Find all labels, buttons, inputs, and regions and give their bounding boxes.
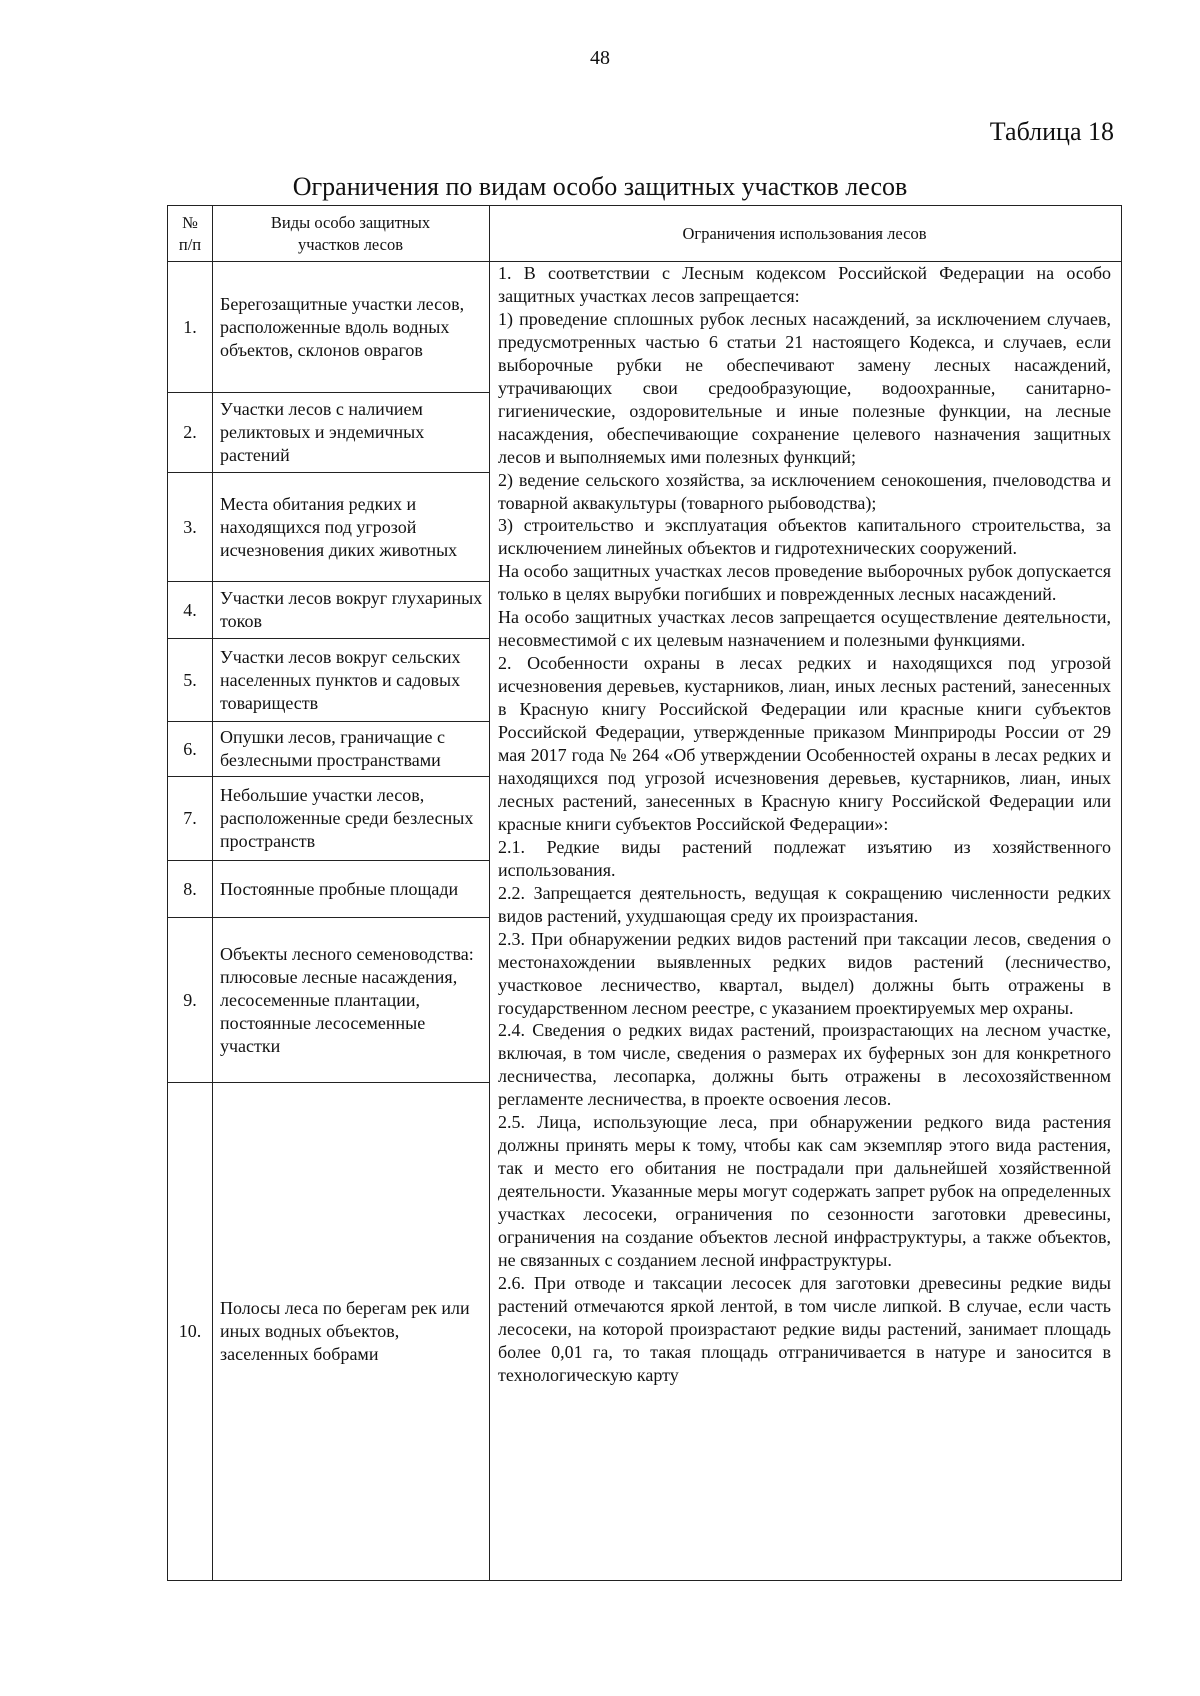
restrictions-table [167, 205, 1122, 1581]
table-row [168, 392, 490, 472]
row-number: 6. [183, 738, 197, 759]
row-kind: Участки лесов вокруг глухариных токов [220, 588, 483, 631]
row-number: 2. [183, 422, 197, 442]
restriction-paragraph: 2.4. Сведения о редких видах растений, произрастающих на лесном участке, включая, в том числе, сведения о размерах их буферных зон для конкретного лесничества, лесопарка, должны быть отражены в лесохозяйственном регламенте лесничества, в проекте освоения лесов. [498, 1020, 1111, 1110]
page-number: 48 [590, 47, 610, 69]
restriction-paragraph: 2.3. При обнаружении редких видов растений при таксации лесов, сведения о местонахождении выявленных редких видов растений (лесничество, участковое лесничество, квартал, выдел) должны быть отражены в государственном лесном реестре, с указанием проектируемых мер охраны. [498, 928, 1111, 1018]
restriction-paragraph: 2) ведение сельского хозяйства, за исключением сенокошения, пчеловодства и товарной аквакультуры (товарного рыбоводства); [498, 469, 1111, 513]
restriction-paragraph: 2. Особенности охраны в лесах редких и находящихся под угрозой исчезновения деревьев, кустарников, лиан, иных лесных растений, занесенных в Красную книгу Российской Федерации или красные книги субъектов Российской Федерации, утвержденные приказом Минприроды России от 29 мая 2017 года № 264 «Об утверждении Особенностей охраны в лесах редких и находящихся под угрозой исчезновения деревьев, кустарников, лиан, иных лесных растений, занесенных в Красную книгу Российской Федерации или красные книги субъектов Российской Федерации»: [498, 653, 1111, 834]
table-row [168, 776, 490, 860]
row-kind: Объекты лесного семеноводства: плюсовые лесные насаждения, лесосеменные плантации, постоянные лесосеменные участки [220, 943, 474, 1056]
restriction-paragraph: 2.6. При отводе и таксации лесосек для заготовки древесины редкие виды растений отмечаются яркой лентой, в том числе липкой. В случае, если часть лесосеки, на которой произрастают редкие виды растений, занимает площадь более 0,01 га, то такая площадь отграничивается в натуре и заносится в технологическую карту [498, 1272, 1111, 1385]
header-num: № п/п [178, 213, 202, 254]
row-number: 9. [183, 989, 197, 1010]
table-row [168, 581, 490, 638]
page-title: Ограничения по видам особо защитных участков лесов [292, 172, 908, 201]
table-row [168, 261, 490, 392]
table-row [168, 721, 490, 776]
table-row [168, 472, 490, 581]
row-number: 10. [178, 1321, 202, 1341]
restriction-paragraph: 1. В соответствии с Лесным кодексом Российской Федерации на особо защитных участках лесов запрещается: [498, 263, 1111, 306]
restriction-paragraph: На особо защитных участках лесов запрещается осуществление деятельности, несовместимой с их целевым назначением и полезными функциями. [498, 607, 1111, 651]
table-label: Таблица 18 [989, 117, 1114, 146]
restriction-paragraph: 1) проведение сплошных рубок лесных насаждений, за исключением случаев, предусмотренных частью 6 статьи 21 настоящего Кодекса, и случаев, если выборочные рубки не обеспечивают замену лесных насаждений, утрачивающих свои средообразующие, водоохранные, санитарно-гигиенические, оздоровительные и иные полезные функции, на лесные насаждения, обеспечивающие сохранение целевого назначения защитных лесов и выполняемых ими полезных функций; [498, 308, 1111, 467]
restrictions-text [498, 262, 1111, 1387]
row-number: 1. [183, 316, 197, 337]
restriction-paragraph: На особо защитных участках лесов проведение выборочных рубок допускается только в целях вырубки погибших и поврежденных лесных насаждений. [498, 561, 1111, 605]
row-kind: Полосы леса по берегам рек или иных водных объектов, заселенных бобрами [220, 1298, 470, 1364]
row-kind: Места обитания редких и находящихся под угрозой исчезновения диких животных [220, 493, 458, 560]
row-number: 4. [183, 599, 197, 620]
row-kind: Опушки лесов, граничащие с безлесными пространствами [220, 727, 445, 770]
row-kind: Небольшие участки лесов, расположенные среди безлесных пространств [220, 785, 474, 851]
header-restrictions: Ограничения использования лесов [682, 223, 927, 243]
row-kind: Берегозащитные участки лесов, расположенные вдоль водных объектов, склонов оврагов [220, 293, 465, 360]
row-kind: Участки лесов с наличием реликтовых и эндемичных растений [220, 399, 425, 465]
header-kind: Виды особо защитных участков лесов [270, 213, 431, 254]
table-row [168, 638, 490, 721]
row-kind: Участки лесов вокруг сельских населенных пунктов и садовых товариществ [220, 646, 461, 713]
table-row [168, 860, 490, 917]
table-row [168, 1082, 490, 1580]
row-number: 5. [183, 669, 197, 690]
table-row [168, 917, 490, 1082]
row-number: 8. [183, 878, 197, 899]
row-number: 7. [183, 808, 197, 828]
row-number: 3. [183, 516, 197, 537]
restriction-paragraph: 2.2. Запрещается деятельность, ведущая к сокращению численности редких видов растений, ухудшающая среду их произрастания. [498, 882, 1111, 926]
restriction-paragraph: 3) строительство и эксплуатация объектов капитального строительства, за исключением линейных объектов и гидротехнических сооружений. [498, 515, 1111, 559]
restriction-paragraph: 2.1. Редкие виды растений подлежат изъятию из хозяйственного использования. [498, 836, 1111, 880]
restriction-paragraph: 2.5. Лица, использующие леса, при обнаружении редкого вида растения должны принять меры к тому, чтобы как сам экземпляр этого вида растения, так и место его обитания не пострадали при дальнейшей хозяйственной деятельности. Указанные меры могут содержать запрет рубок на определенных участках лесосеки, ограничения по сезонности заготовки древесины, ограничения на создание объектов лесной инфраструктуры, а также объектов, не связанных с созданием лесной инфраструктуры. [498, 1112, 1111, 1270]
row-kind: Постоянные пробные площади [220, 878, 459, 899]
